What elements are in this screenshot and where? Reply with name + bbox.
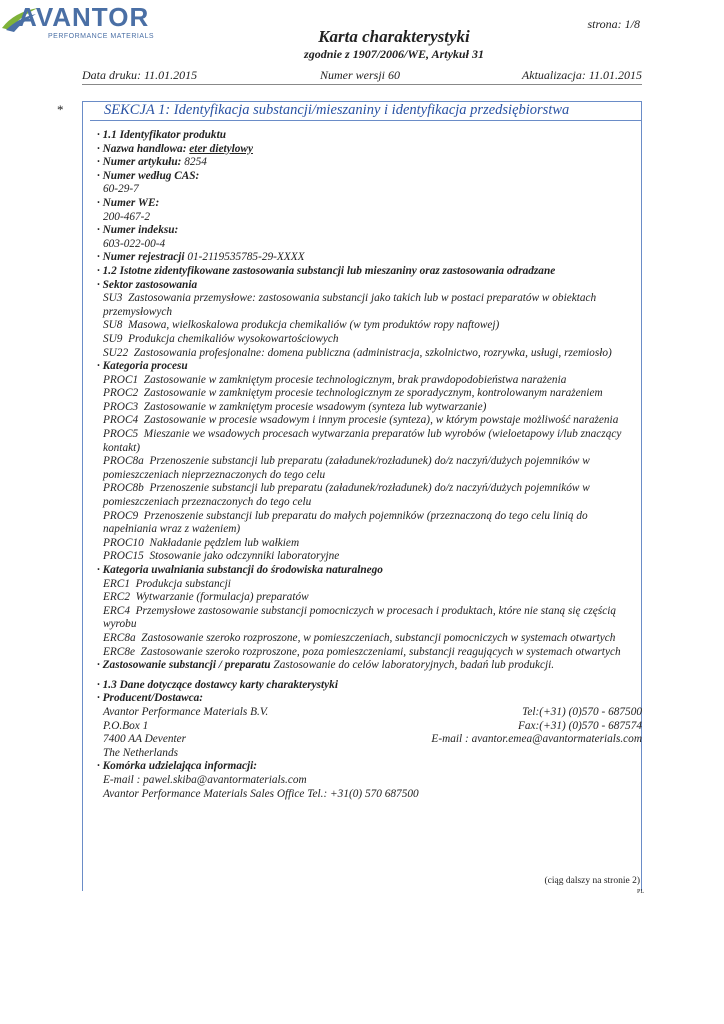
list-item bbox=[97, 292, 642, 319]
producer-line-left: Avantor Performance Materials B.V. bbox=[103, 705, 269, 718]
list-item bbox=[97, 333, 642, 347]
section-title-underline bbox=[90, 120, 642, 121]
item-code: SU8 bbox=[103, 319, 123, 332]
update-date: Aktualizacja: 11.01.2015 bbox=[521, 68, 642, 82]
list-item bbox=[97, 550, 642, 564]
item-text: Stosowanie jako odczynniki laboratoryjne bbox=[143, 550, 340, 563]
registration-label: · Numer rejestracji bbox=[97, 251, 185, 264]
we-value: 200-467-2 bbox=[103, 210, 151, 223]
page-number: strona: 1/8 bbox=[587, 17, 640, 31]
process-list bbox=[97, 374, 642, 564]
list-item bbox=[97, 605, 642, 632]
info-line: E-mail : pawel.skiba@avantormaterials.com bbox=[103, 773, 307, 786]
item-text: Produkcja chemikaliów wysokowartościowych bbox=[122, 332, 339, 345]
logo-wordmark: AVANTOR bbox=[18, 2, 150, 32]
item-text: Przemysłowe zastosowanie substancji pomocniczych w procesach i produktach, które nie staną się częścią wyrobu bbox=[103, 604, 617, 631]
list-item bbox=[97, 347, 642, 361]
list-item bbox=[97, 482, 642, 509]
item-text: Wytwarzanie (formulacja) preparatów bbox=[130, 591, 309, 604]
list-item bbox=[97, 401, 642, 415]
item-code: ERC1 bbox=[103, 577, 130, 590]
cas-value: 60-29-7 bbox=[103, 183, 139, 196]
article-row bbox=[97, 156, 642, 170]
index-value: 603-022-00-4 bbox=[103, 237, 166, 250]
producer-line bbox=[97, 720, 642, 734]
item-text: Nakładanie pędzlem lub wałkiem bbox=[143, 536, 300, 549]
producer-line-left: The Netherlands bbox=[103, 746, 178, 759]
continued-note: (ciąg dalszy na stronie 2) bbox=[544, 876, 640, 886]
change-marker: * bbox=[57, 102, 64, 117]
info-lines bbox=[97, 774, 642, 801]
producer-line-right: E-mail : avantor.emea@avantormaterials.com bbox=[431, 733, 642, 746]
process-label: · Kategoria procesu bbox=[97, 360, 188, 373]
item-code: PROC3 bbox=[103, 400, 139, 413]
list-item bbox=[97, 414, 642, 428]
language-code: PL bbox=[636, 889, 644, 895]
logo-tagline: PERFORMANCE MATERIALS bbox=[48, 33, 155, 40]
item-text: Przenoszenie substancji lub preparatu do małych pojemników (przeznaczoną do tego celu linią do napełniania wraz z ważeniem) bbox=[103, 509, 588, 536]
list-item bbox=[97, 374, 642, 388]
item-text: Masowa, wielkoskalowa produkcja chemikaliów (w tym produktów ropy naftowej) bbox=[122, 319, 500, 332]
item-code: ERC8a bbox=[103, 631, 136, 644]
use-value: Zastosowanie do celów laboratoryjnych, badań lub produkcji. bbox=[273, 659, 555, 672]
producer-line-left: 7400 AA Deventer bbox=[103, 733, 187, 746]
item-code: PROC4 bbox=[103, 414, 139, 427]
item-code: PROC15 bbox=[103, 550, 144, 563]
we-label: · Numer WE: bbox=[97, 196, 160, 209]
sector-label: · Sektor zastosowania bbox=[97, 278, 198, 291]
item-code: PROC2 bbox=[103, 387, 139, 400]
document-subtitle: zgodnie z 1907/2006/WE, Artykuł 31 bbox=[304, 47, 484, 61]
list-item bbox=[97, 510, 642, 537]
item-code: PROC9 bbox=[103, 509, 139, 522]
list-item bbox=[97, 428, 642, 455]
item-code: PROC10 bbox=[103, 536, 144, 549]
item-text: Zastosowania przemysłowe: zastosowania substancji jako takich lub w postaci preparatów w obiektach przemysłowych bbox=[103, 292, 597, 318]
use-label: · Zastosowanie substancji / preparatu bbox=[97, 659, 271, 672]
sector-list bbox=[97, 292, 642, 360]
item-text: Przenoszenie substancji lub preparatu (załadunek/rozładunek) do/z naczyń/dużych pojemników w pomieszczeniach nieprzeznaczonych do tego celu bbox=[103, 455, 590, 481]
trade-name-value: eter dietylowy bbox=[189, 142, 253, 155]
item-code: PROC8a bbox=[103, 455, 144, 468]
item-code: PROC1 bbox=[103, 373, 139, 386]
list-item bbox=[97, 632, 642, 646]
item-code: SU22 bbox=[103, 346, 129, 359]
version-number: Numer wersji 60 bbox=[320, 68, 401, 82]
list-item bbox=[97, 646, 642, 660]
item-text: Zastosowanie w procesie wsadowym i innym procesie (synteza), w którym powstaje możliwość narażenia bbox=[138, 414, 619, 427]
item-code: ERC2 bbox=[103, 591, 130, 604]
info-line: Avantor Performance Materials Sales Office Tel.: +31(0) 570 687500 bbox=[103, 787, 419, 800]
heading-1-2: · 1.2 Istotne zidentyfikowane zastosowania substancji lub mieszaniny oraz zastosowania odradzane bbox=[97, 264, 556, 277]
release-label: · Kategoria uwalniania substancji do środowiska naturalnego bbox=[97, 564, 383, 576]
producer-lines bbox=[97, 706, 642, 760]
heading-1-3: · 1.3 Dane dotyczące dostawcy karty charakterystyki bbox=[97, 678, 338, 691]
header-divider bbox=[82, 84, 642, 85]
heading-1-1: · 1.1 Identyfikator produktu bbox=[97, 129, 226, 141]
producer-line bbox=[97, 733, 642, 747]
trade-name-row bbox=[97, 143, 642, 157]
index-label: · Numer indeksu: bbox=[97, 224, 179, 237]
item-text: Zastosowanie w zamkniętym procesie wsadowym (synteza lub wytwarzanie) bbox=[138, 400, 487, 413]
list-item bbox=[97, 591, 642, 605]
article-value: 8254 bbox=[184, 156, 207, 169]
section-content bbox=[97, 129, 642, 801]
item-text: Zastosowania profesjonalne: domena publiczna (administracja, szkolnictwo, rozrywka, usługi, rzemiosło) bbox=[128, 346, 612, 359]
list-item bbox=[97, 455, 642, 482]
item-text: Mieszanie we wsadowych procesach wytwarzania preparatów lub wyrobów (wieloetapowy i/lub znaczący kontakt) bbox=[103, 428, 622, 454]
registration-value: 01-2119535785-29-XXXX bbox=[187, 251, 305, 264]
item-code: SU9 bbox=[103, 332, 123, 345]
item-text: Zastosowanie szeroko rozproszone, poza pomieszczeniami, substancji reagujących w systemach otwartych bbox=[135, 645, 621, 658]
registration-row bbox=[97, 251, 642, 265]
producer-line-right: Fax:(+31) (0)570 - 687574 bbox=[517, 719, 642, 732]
list-item bbox=[97, 537, 642, 551]
list-item bbox=[97, 578, 642, 592]
producer-label: · Producent/Dostawca: bbox=[97, 692, 204, 705]
producer-line-right: Tel:(+31) (0)570 - 687500 bbox=[522, 705, 642, 718]
article-label: · Numer artykułu: bbox=[97, 156, 182, 169]
item-text: Przenoszenie substancji lub preparatu (załadunek/rozładunek) do/z naczyń/dużych pojemników w pomieszczeniach przeznaczonych do tego celu bbox=[103, 482, 590, 509]
item-code: ERC8e bbox=[103, 645, 135, 658]
item-code: SU3 bbox=[103, 292, 123, 305]
item-text: Zastosowanie szeroko rozproszone, w pomieszczeniach, substancji pomocniczych w systemach otwartych bbox=[135, 631, 616, 644]
info-label: · Komórka udzielająca informacji: bbox=[97, 760, 258, 773]
section-title: SEKCJA 1: Identyfikacja substancji/mieszaniny i identyfikacja przedsiębiorstwa bbox=[104, 102, 570, 118]
item-text: Zastosowanie w zamkniętym procesie technologicznym ze sporadycznym, kontrolowanym narażeniem bbox=[138, 387, 603, 400]
producer-line bbox=[97, 747, 642, 761]
item-text: Produkcja substancji bbox=[130, 577, 231, 590]
list-item bbox=[97, 387, 642, 401]
trade-name-label: · Nazwa handlowa: bbox=[97, 142, 187, 155]
producer-line bbox=[97, 706, 642, 720]
item-code: PROC8b bbox=[103, 482, 144, 495]
item-code: ERC4 bbox=[103, 604, 130, 617]
list-item bbox=[97, 319, 642, 333]
cas-label: · Numer według CAS: bbox=[97, 169, 200, 182]
item-code: PROC5 bbox=[103, 428, 139, 441]
print-date: Data druku: 11.01.2015 bbox=[82, 68, 198, 82]
item-text: Zastosowanie w zamkniętym procesie technologicznym, brak prawdopodobieństwa narażenia bbox=[138, 373, 567, 386]
producer-line-left: P.O.Box 1 bbox=[103, 719, 149, 732]
document-title: Karta charakterystyki bbox=[318, 27, 470, 46]
release-list bbox=[97, 578, 642, 660]
use-row bbox=[97, 659, 642, 673]
